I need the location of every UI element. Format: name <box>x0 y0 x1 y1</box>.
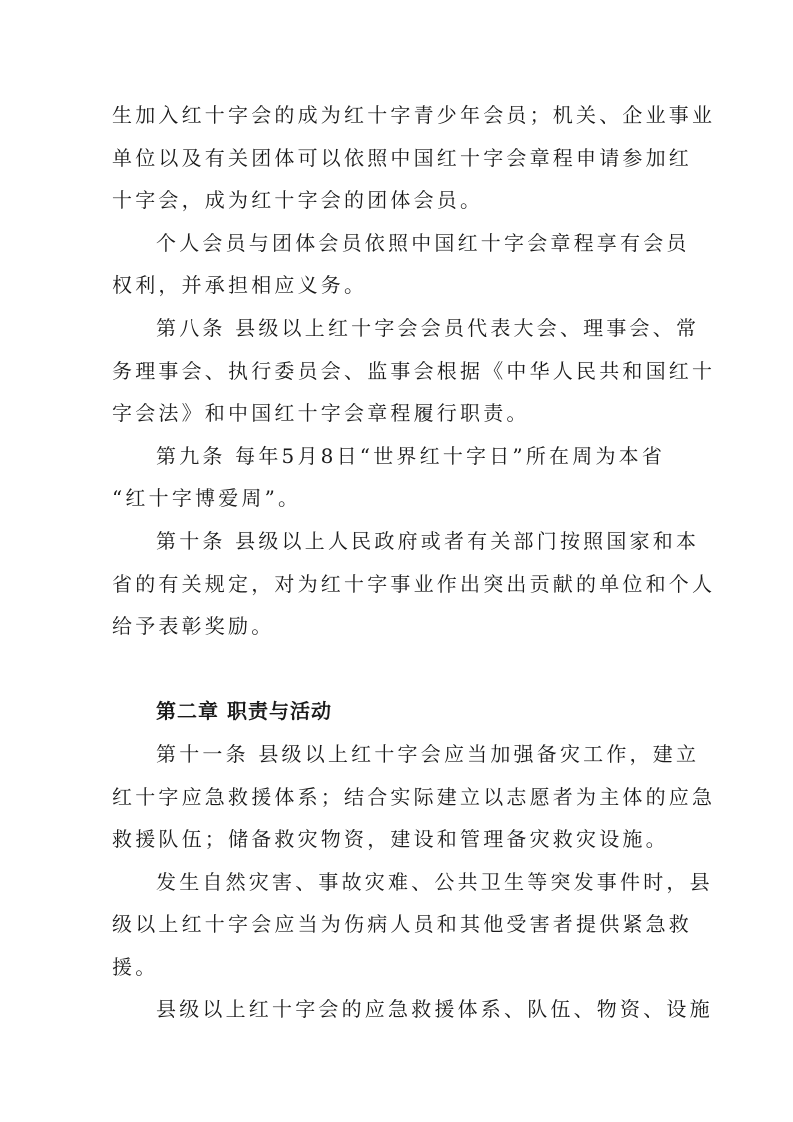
chapter-heading: 第二章 职责与活动 <box>156 699 332 724</box>
text-line: 救援队伍；储备救灾物资，建设和管理备灾救灾设施。 <box>112 827 669 852</box>
document-body <box>112 94 716 1031</box>
text-line: 第九条 每年5月8日“世界红十字日”所在周为本省 <box>156 443 666 468</box>
text-line: 级以上红十字会应当为伤病人员和其他受害者提供紧急救 <box>112 912 692 937</box>
text-line: 给予表彰奖励。 <box>112 614 275 639</box>
text-line: “红十字博爱周”。 <box>112 486 302 511</box>
text-line: 红十字应急救援体系；结合实际建立以志愿者为主体的应急 <box>112 784 716 809</box>
text-line: 个人会员与团体会员依照中国红十字会章程享有会员 <box>156 230 690 255</box>
text-line: 发生自然灾害、事故灾难、公共卫生等突发事件时，县 <box>156 869 713 894</box>
text-line: 县级以上红十字会的应急救援体系、队伍、物资、设施 <box>156 997 713 1022</box>
text-line: 生加入红十字会的成为红十字青少年会员；机关、企业事业 <box>112 103 716 127</box>
text-line: 单位以及有关团体可以依照中国红十字会章程申请参加红 <box>112 145 692 170</box>
text-line: 十字会，成为红十字会的团体会员。 <box>112 188 484 213</box>
text-line: 第十条 县级以上人民政府或者有关部门按照国家和本 <box>156 528 700 553</box>
text-line: 务理事会、执行委员会、监事会根据《中华人民共和国红十 <box>112 358 716 383</box>
text-line: 省的有关规定，对为红十字事业作出突出贡献的单位和个人 <box>112 571 716 596</box>
text-line: 第十一条 县级以上红十字会应当加强备灾工作，建立 <box>156 741 700 766</box>
text-line: 权利，并承担相应义务。 <box>112 273 368 298</box>
text-line: 字会法》和中国红十字会章程履行职责。 <box>112 401 530 426</box>
paragraph-spacer <box>112 648 678 691</box>
text-line: 援。 <box>112 954 159 979</box>
text-line: 第八条 县级以上红十字会会员代表大会、理事会、常 <box>156 315 700 340</box>
